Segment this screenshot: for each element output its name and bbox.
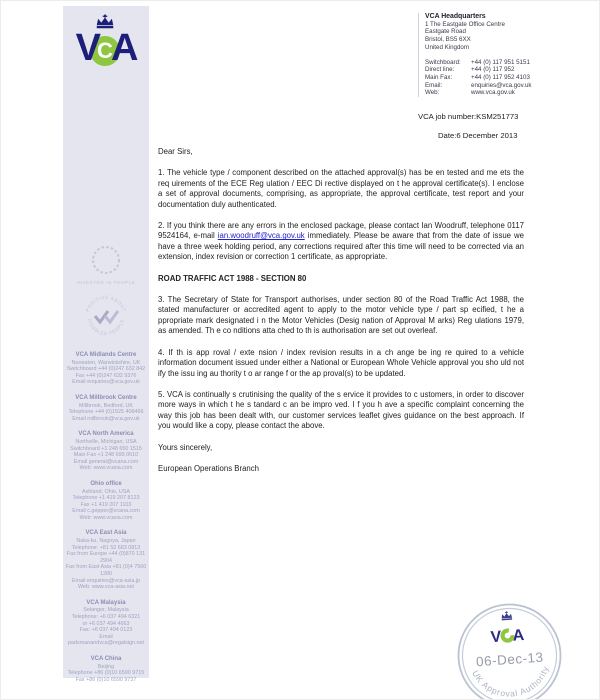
- office-ohio: [72, 481, 140, 522]
- approval-date-stamp: [448, 594, 571, 700]
- office-line: Millbrook, Bedford, UK: [79, 402, 133, 409]
- office-line: Fax +86 (0)10 6590 9737: [75, 676, 137, 683]
- hq-address-line: United Kingdom: [425, 43, 470, 51]
- office-line: Email enquiries@vca-asia.jp: [71, 577, 141, 584]
- office-line: Fax +44 (0)247 632 9376: [75, 372, 137, 379]
- headquarters-title: VCA Headquarters: [425, 13, 486, 20]
- office-line: Switchboard +44 (0)247 632 842: [66, 366, 146, 373]
- office-line: Nuneaton, Warwickshire, UK: [71, 359, 141, 366]
- mark-caption-bottom: DISABLED PEOPLE: [87, 318, 125, 337]
- office-name: VCA Midlands Centre: [75, 352, 137, 358]
- office-name: VCA Malaysia: [86, 599, 126, 606]
- office-line: Northville, Michigan, USA: [75, 438, 137, 445]
- office-line: Web: www.vcana.com: [79, 514, 133, 521]
- accreditation-marks: [63, 244, 149, 341]
- office-line: Web: www.vcana.com: [79, 465, 133, 472]
- office-line: Fax +1 419 207 1103: [80, 501, 132, 508]
- svg-text:DISABLED PEOPLE: [87, 318, 125, 336]
- paragraph-2-text: 2. If you think there are any errors in the enclosed package, please contact Ian Woodruff, telephone 0117 9524164, e-mail: [158, 221, 524, 241]
- logo-letter-c: C: [97, 38, 113, 63]
- svg-text:POSITIVE ABOUT: [85, 295, 127, 313]
- headquarters-block: [418, 13, 597, 97]
- office-name: VCA East Asia: [85, 530, 127, 537]
- office-line: Main Fax +1 248 699 0610: [73, 452, 139, 459]
- office-line: Email c.gepper@vcana.com: [72, 508, 140, 515]
- office-line: Telephone: +6 037 494 6321: [71, 614, 141, 620]
- office-line: Email general@vcana.com: [73, 458, 139, 465]
- paragraph-1: 1. The vehicle type / component described on the attached approval(s) has be en tested and me ets the req uirements of the ECE Reg ulation / EEC Di rective displayed on t he approval certificate(s). I enclose a set of approval documents, comprising, as appropriate, the approval certificate, test report and your documentation duly authenticated.: [158, 168, 524, 209]
- contact-value: +44 (0) 117 951 5151: [471, 58, 530, 66]
- hq-address-line: Eastgate Road: [425, 28, 466, 36]
- contact-value: enquiries@vca.gov.uk: [471, 81, 532, 89]
- mark-caption-top: POSITIVE ABOUT: [84, 294, 128, 313]
- paragraph-4: 4. If th is app roval / exte nsion / index revision results in a ch ange be ing re quired to a vehicle information document issued under either a National or European Whole Vehicle approval you sho uld not ify the issu ing au thority t o ar range f or the ap proval(s) to be updated.: [158, 347, 524, 378]
- contact-value: +44 (0) 117 952 4103: [471, 73, 530, 81]
- contact-label: Switchboard:: [425, 58, 461, 66]
- office-line: Ashland, Ohio, USA: [82, 488, 130, 495]
- office-millbrook: [68, 395, 143, 422]
- contact-value: www.vca.gov.uk: [471, 89, 515, 97]
- office-line: Beijing: [97, 663, 115, 670]
- office-line: Fax from Europe +44 (0)870 131 2904: [66, 551, 146, 564]
- signature: European Operations Branch: [158, 463, 259, 473]
- office-name: Ohio office: [90, 480, 122, 487]
- stamp-caption: UK Approval Authority: [470, 664, 551, 699]
- paragraph-3: 3. The Secretary of State for Transport authorises, under section 80 of the Road Traffic Act 1988, the stated manufacturer or accredited agent to apply to the motor vehicle type / part sp ecified, t he a ppropriate mark designated i n the Motor Vehicles (Desig nation of Approval M arks) Reg ulations 1979, as amended. Th e co nditions atta ched to th is authorisation are set out overleaf.: [158, 295, 524, 336]
- office-line: or +6 037 494 4663: [82, 620, 130, 627]
- stamp-logo-a: A: [512, 626, 525, 645]
- stamp-logo-v: V: [490, 628, 502, 647]
- office-midlands: [67, 352, 145, 386]
- office-line: Fax: +6 037 494 0123: [79, 627, 133, 634]
- hq-address-line: Bristol, BS5 6XX: [425, 36, 471, 44]
- office-line: Email padsmanandvca@regalsign.net: [68, 633, 144, 647]
- office-line: Telephone +44 (0)1525 408466: [68, 409, 144, 416]
- contact-label: Direct line:: [425, 66, 455, 74]
- office-line: Switchboard +1 248 650 1515: [70, 445, 142, 452]
- positive-about-disabled-people-icon: [82, 293, 130, 341]
- hq-address-line: 1 The Eastgate Office Centre: [425, 20, 505, 28]
- office-line: Telephone: +81 52 683 0813: [71, 544, 141, 551]
- office-line: Web: www.vca-asia.net: [78, 584, 134, 591]
- office-north-america: [70, 431, 142, 472]
- contact-value: +44 (0) 117 952: [471, 66, 515, 74]
- job-number: VCA job number:KSM251773: [418, 112, 519, 121]
- office-name: VCA North America: [78, 431, 134, 438]
- email-link[interactable]: ian.woodruff@vca.gov.uk: [217, 231, 305, 241]
- office-address-list: [63, 352, 149, 692]
- closing: Yours sincerely,: [158, 442, 213, 452]
- office-line: Telephone +86 (0)10 6590 9715: [67, 670, 145, 677]
- logo-letter-v: V: [75, 27, 99, 69]
- office-east-asia: [63, 530, 149, 590]
- paragraph-2-text: immediately. Please be aware that from the date of issue we have a three week holding period, any corrections required after this time will need to be corrected via an extension, index revision or correction 1 certificate, as appropriate.: [158, 231, 524, 262]
- paragraph-2: [158, 221, 524, 263]
- office-line: Email millbrook@vca.gov.uk: [72, 415, 140, 422]
- stamp-date: 06-Dec-13: [475, 649, 544, 670]
- paragraph-5: 5. VCA is continually s crutinising the quality of the s ervice it provides to c ustomers, in order to discover more ways in which t he s tandard c an be impro ved. I f you h ave a specific complaint concerning the way this job has been dealt with, our customer services leaflet gives guidance on the best approach. If you would like a copy, please contact the above.: [158, 389, 524, 431]
- office-china: [68, 656, 145, 683]
- contact-label: Web:: [425, 89, 440, 97]
- office-line: Email enquiries@vca.gov.uk: [72, 379, 140, 386]
- letter-date: Date:6 December 2013: [438, 131, 518, 140]
- office-name: VCA China: [90, 655, 122, 662]
- office-line: Fax from East Asia +81 (0)4 7560 1280: [65, 564, 147, 578]
- hq-contacts: [425, 59, 597, 98]
- contact-label: Main Fax:: [425, 73, 453, 81]
- salutation: Dear Sirs,: [158, 147, 193, 156]
- stamp-vca-logo: [489, 610, 525, 646]
- office-name: VCA Millbrook Centre: [75, 394, 137, 401]
- investor-in-people-caption: INVESTOR IN PEOPLE: [76, 280, 136, 285]
- contact-label: Email:: [425, 81, 443, 89]
- office-malaysia: [63, 600, 149, 647]
- section-heading: ROAD TRAFFIC ACT 1988 - SECTION 80: [158, 273, 307, 283]
- vca-logo: [69, 14, 143, 74]
- sidebar: [63, 6, 149, 683]
- letter-body: [158, 147, 524, 485]
- logo-letter-a: A: [110, 27, 137, 69]
- investor-in-people-wreath-icon: [86, 244, 126, 278]
- office-line: Telephone +1 419 207 8123: [72, 495, 140, 502]
- office-line: Selangor, Malaysia: [83, 607, 129, 614]
- office-line: Naka-ku, Nagoya, Japan: [76, 538, 136, 545]
